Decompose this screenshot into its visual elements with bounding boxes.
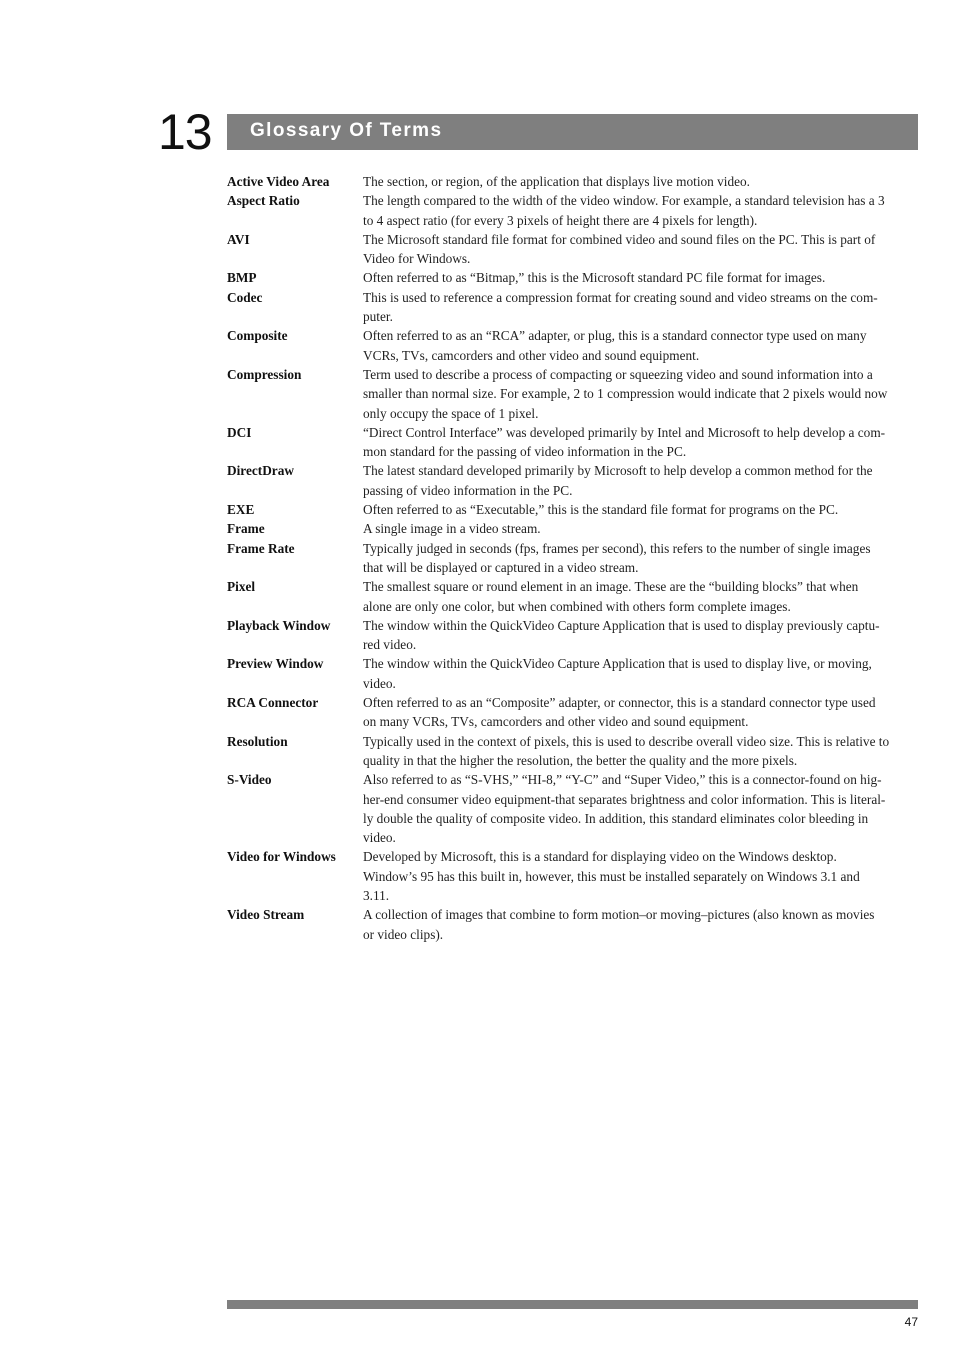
glossary-term: Video Stream [227, 907, 305, 923]
definition-line: 3.11. [363, 887, 390, 903]
glossary-definition [363, 500, 918, 519]
glossary-term: Active Video Area [227, 174, 330, 189]
definition-line: “Direct Control Interface” was developed primarily by Intel and Microsoft to help develop a com- [363, 424, 886, 440]
definition-line: video. [363, 830, 396, 846]
definition-line: Video for Windows. [363, 251, 471, 267]
glossary-list [227, 172, 918, 944]
definition-line: A single image in a video stream. [363, 521, 541, 537]
definition-line: mon standard for the passing of video information in the PC. [363, 444, 687, 460]
glossary-definition [363, 693, 918, 732]
glossary-entry [227, 365, 918, 423]
definition-line: passing of video information in the PC. [363, 482, 573, 498]
glossary-term: BMP [227, 270, 257, 286]
glossary-entry [227, 268, 918, 287]
page-number: 47 [904, 1315, 918, 1329]
chapter-title: Glossary Of Terms [250, 120, 443, 141]
glossary-definition [363, 288, 918, 327]
chapter-number: 13 [158, 104, 212, 160]
glossary-term: Pixel [227, 579, 256, 595]
glossary-term: EXE [227, 502, 255, 518]
glossary-term: AVI [227, 231, 250, 247]
glossary-definition [363, 230, 918, 269]
glossary-term: RCA Connector [227, 695, 319, 711]
glossary-definition [363, 423, 918, 462]
definition-line: The window within the QuickVideo Capture Application that is used to display live, or moving, [363, 656, 872, 672]
definition-line: The Microsoft standard file format for combined video and sound files on the PC. This is part of [363, 231, 876, 247]
glossary-term: Preview Window [227, 656, 324, 672]
glossary-entry [227, 654, 918, 693]
glossary-entry [227, 423, 918, 462]
definition-line: or video clips). [363, 926, 444, 942]
glossary-entry [227, 288, 918, 327]
glossary-definition [363, 905, 918, 944]
glossary-entry [227, 577, 918, 616]
definition-line: that will be displayed or captured in a video stream. [363, 559, 639, 575]
definition-line: A collection of images that combine to form motion–or moving–pictures (also known as movies [363, 907, 875, 923]
definition-line: Developed by Microsoft, this is a standard for displaying video on the Windows desktop. [363, 849, 837, 865]
glossary-definition [363, 519, 918, 538]
glossary-entry [227, 616, 918, 655]
glossary-entry [227, 230, 918, 269]
glossary-entry [227, 905, 918, 944]
glossary-definition [363, 461, 918, 500]
glossary-term: Composite [227, 328, 288, 344]
chapter-header-bar [227, 114, 918, 150]
definition-line: The length compared to the width of the video window. For example, a standard television has a 3 [363, 193, 885, 209]
glossary-entry [227, 847, 918, 905]
glossary-term: Aspect Ratio [227, 193, 300, 209]
glossary-entry [227, 326, 918, 365]
definition-line: The smallest square or round element in an image. These are the “building blocks” that when [363, 579, 859, 595]
definition-line: Term used to describe a process of compacting or squeezing video and sound information into a [363, 366, 873, 382]
definition-line: The latest standard developed primarily by Microsoft to help develop a common method for the [363, 463, 873, 479]
glossary-definition [363, 616, 918, 655]
glossary-definition [363, 172, 918, 191]
glossary-term: Frame [227, 521, 265, 537]
definition-line: VCRs, TVs, camcorders and other video and sound equipment. [363, 347, 700, 363]
glossary-definition [363, 847, 918, 905]
definition-line: alone are only one color, but when combined with others form complete images. [363, 598, 791, 614]
glossary-term: S-Video [227, 772, 272, 788]
definition-line: Often referred to as “Executable,” this is the standard file format for programs on the PC. [363, 502, 839, 518]
definition-line: ly double the quality of composite video. In addition, this standard eliminates color bleeding in [363, 810, 869, 826]
glossary-definition [363, 732, 918, 771]
definition-line: Also referred to as “S-VHS,” “HI-8,” “Y-C” and “Super Video,” this is a connector-found on hig- [363, 772, 882, 788]
glossary-definition [363, 577, 918, 616]
definition-line: red video. [363, 637, 417, 653]
definition-line: Often referred to as an “Composite” adapter, or connector, this is a standard connector type used [363, 695, 876, 711]
glossary-entry [227, 770, 918, 847]
glossary-entry [227, 172, 918, 191]
glossary-definition [363, 326, 918, 365]
glossary-entry [227, 461, 918, 500]
glossary-definition [363, 654, 918, 693]
glossary-term: Codec [227, 289, 263, 305]
glossary-entry [227, 519, 918, 538]
definition-line: This is used to reference a compression format for creating sound and video streams on the com- [363, 289, 878, 305]
definition-line: her-end consumer video equipment-that separates brightness and color information. This is literal- [363, 791, 886, 807]
glossary-term: Resolution [227, 733, 288, 749]
glossary-term: Video for Windows [227, 849, 336, 865]
glossary-term: Playback Window [227, 617, 331, 633]
definition-line: The section, or region, of the application that displays live motion video. [363, 174, 750, 189]
glossary-definition [363, 539, 918, 578]
glossary-entry [227, 539, 918, 578]
definition-line: video. [363, 675, 396, 691]
glossary-definition [363, 770, 918, 847]
definition-line: on many VCRs, TVs, camcorders and other video and sound equipment. [363, 714, 749, 730]
definition-line: to 4 aspect ratio (for every 3 pixels of height there are 4 pixels for length). [363, 212, 758, 228]
definition-line: Window’s 95 has this built in, however, this must be installed separately on Windows 3.1 and [363, 868, 860, 884]
footer-rule [227, 1300, 918, 1309]
glossary-entry [227, 732, 918, 771]
definition-line: smaller than normal size. For example, 2 to 1 compression would indicate that 2 pixels would now [363, 386, 888, 402]
definition-line: only occupy the space of 1 pixel. [363, 405, 539, 421]
glossary-entry [227, 500, 918, 519]
definition-line: Often referred to as an “RCA” adapter, or plug, this is a standard connector type used on many [363, 328, 867, 344]
definition-line: puter. [363, 309, 393, 325]
glossary-definition [363, 365, 918, 423]
glossary-definition [363, 268, 918, 287]
glossary-entry [227, 191, 918, 230]
glossary-term: DirectDraw [227, 463, 294, 479]
glossary-term: Frame Rate [227, 540, 295, 556]
glossary-entry [227, 693, 918, 732]
definition-line: Typically used in the context of pixels, this is used to describe overall video size. This is relative to [363, 733, 890, 749]
definition-line: quality in that the higher the resolution, the better the quality and the more pixels. [363, 752, 798, 768]
glossary-term: DCI [227, 424, 252, 440]
definition-line: Often referred to as “Bitmap,” this is the Microsoft standard PC file format for images. [363, 270, 826, 286]
definition-line: Typically judged in seconds (fps, frames per second), this refers to the number of single images [363, 540, 871, 556]
glossary-term: Compression [227, 366, 302, 382]
glossary-definition [363, 191, 918, 230]
definition-line: The window within the QuickVideo Capture Application that is used to display previously captu- [363, 617, 880, 633]
